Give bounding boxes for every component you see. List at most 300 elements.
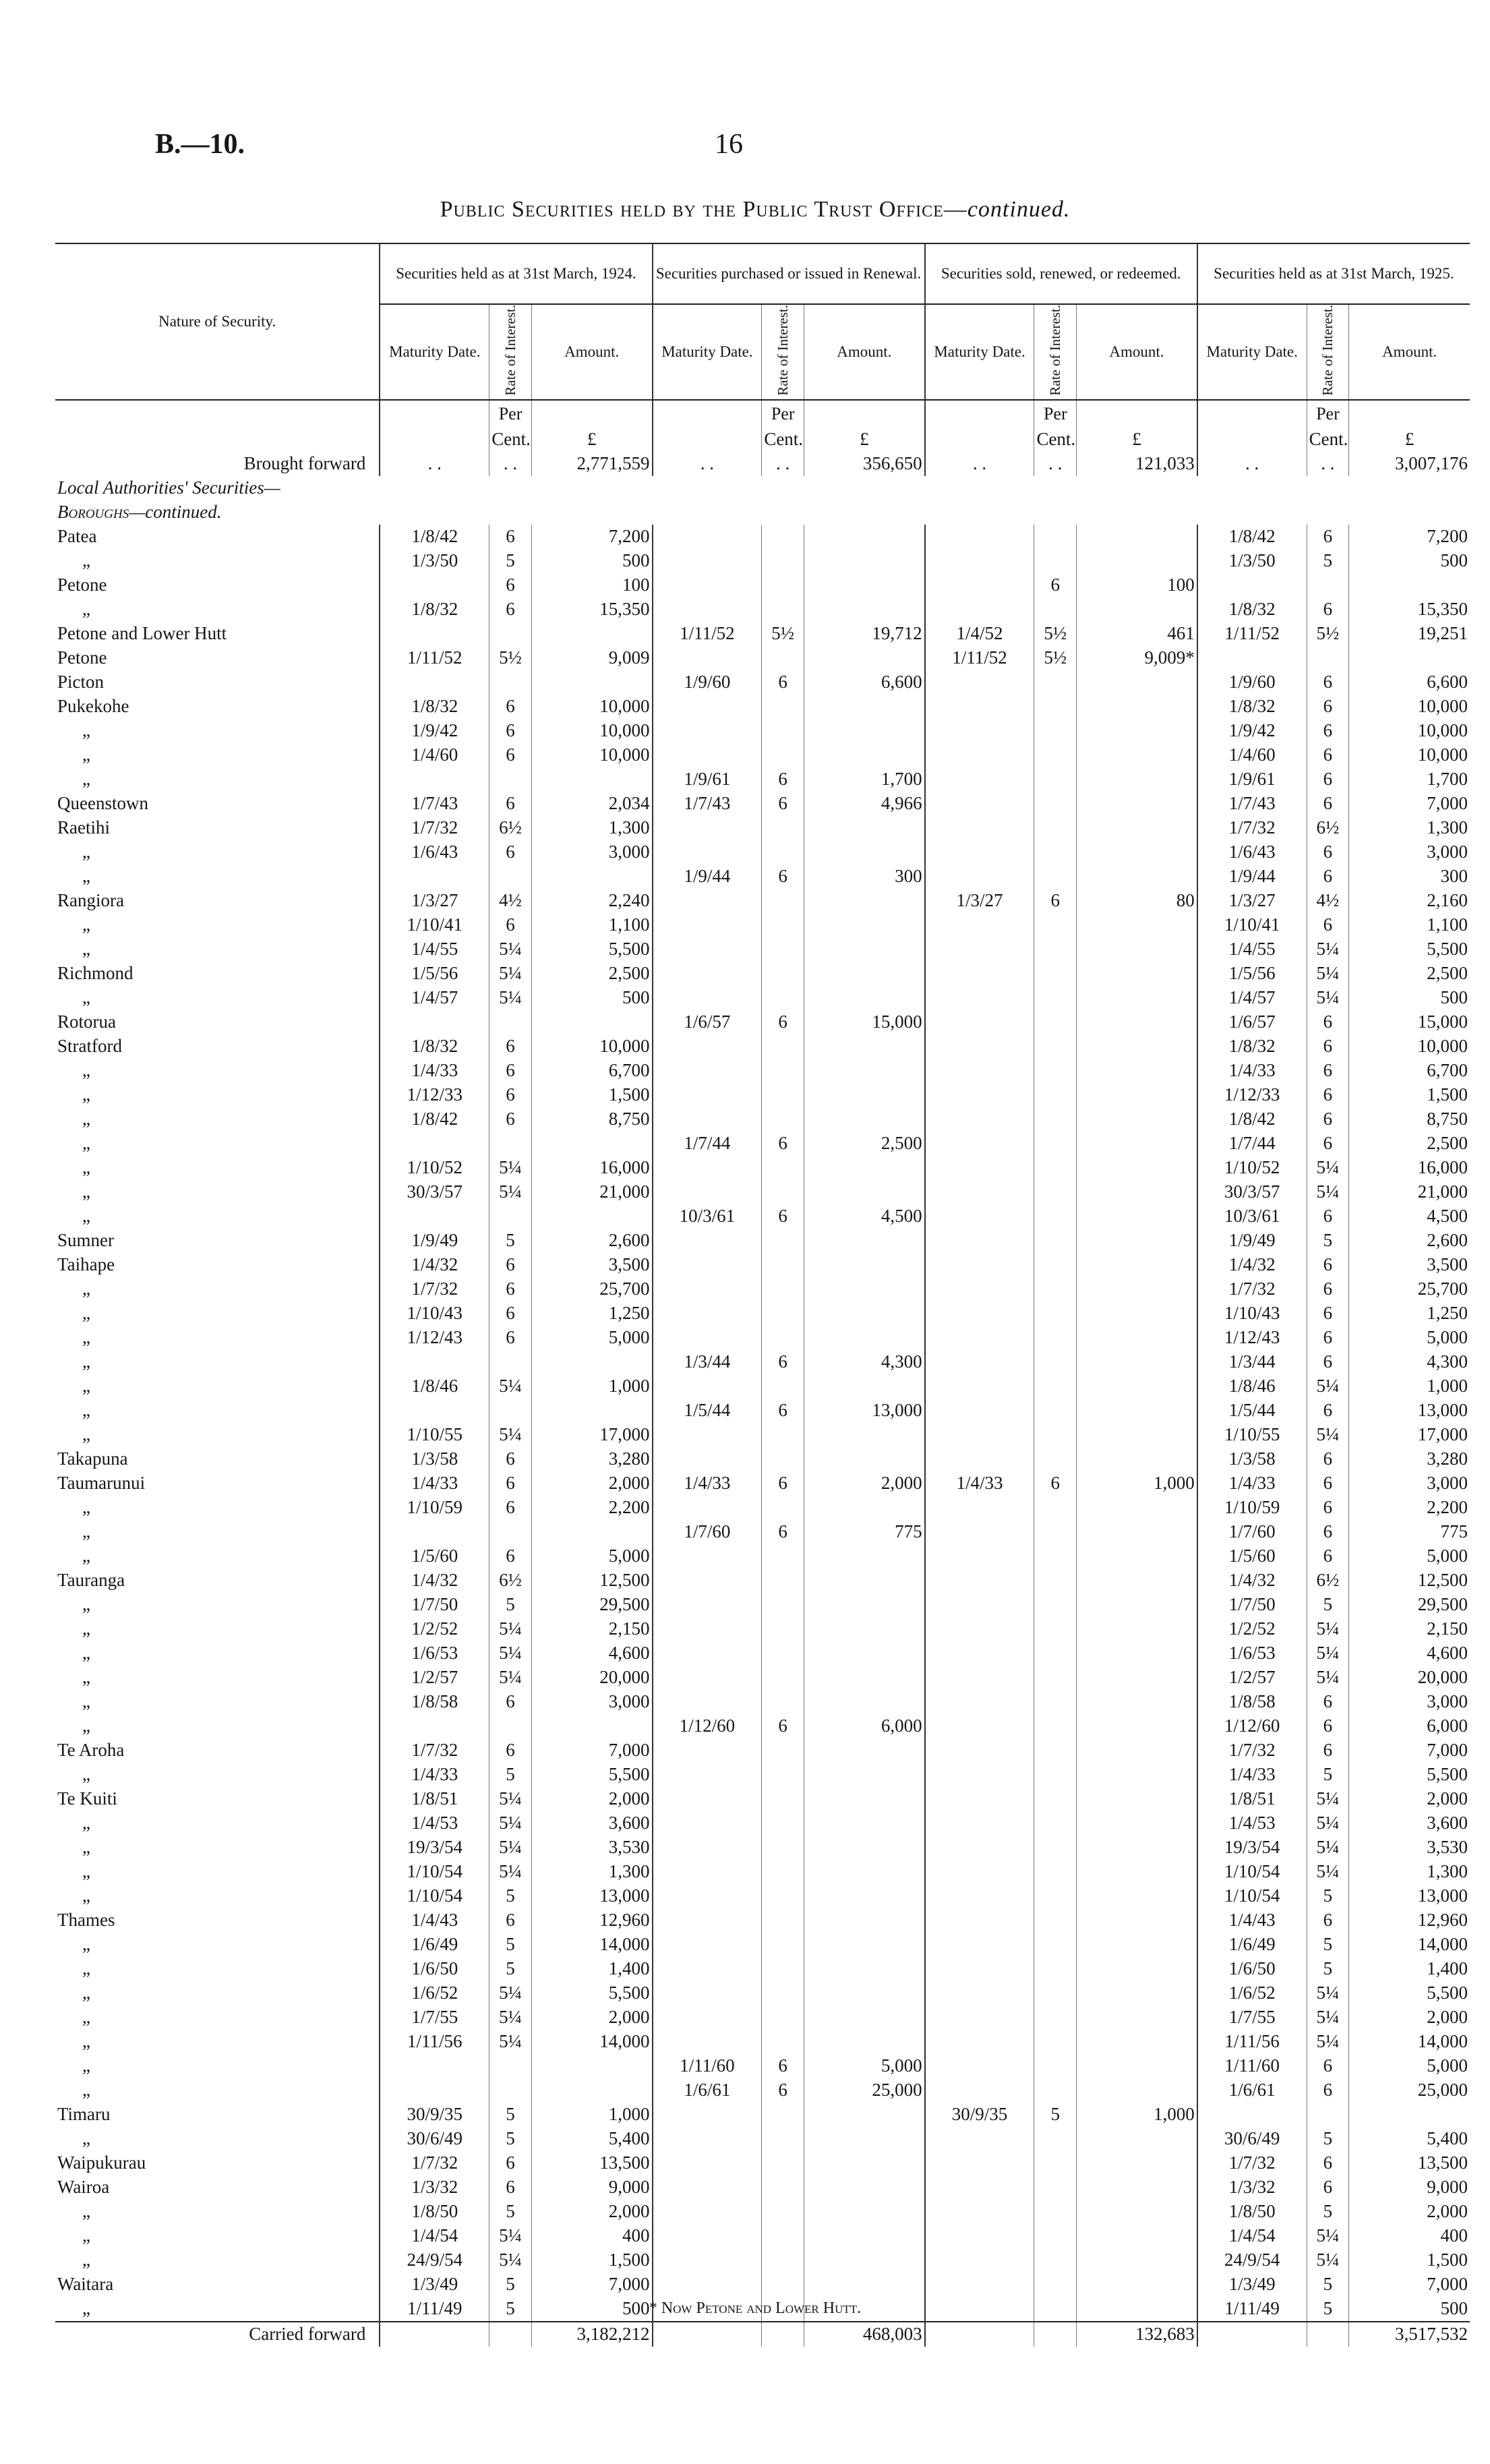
maturity-date-cell: 1/11/52 [380, 646, 489, 670]
maturity-date-cell: 1/9/49 [380, 1229, 489, 1253]
maturity-date-cell [653, 1447, 762, 1471]
rate-cell [1034, 816, 1077, 840]
rate-cell [762, 1884, 804, 1908]
rate-cell: 6 [1034, 889, 1077, 913]
amount-header: Amount. [1349, 304, 1470, 400]
maturity-date-cell [925, 1836, 1034, 1860]
subsection-suffix: continued. [145, 502, 222, 523]
maturity-date-cell [925, 1738, 1034, 1763]
maturity-date-cell [653, 913, 762, 937]
amount-cell [1077, 1132, 1197, 1156]
nature-cell: Timaru [57, 2104, 111, 2125]
maturity-date-cell: 30/9/35 [925, 2103, 1034, 2127]
amount-cell [1077, 1423, 1197, 1447]
amount-cell: 19,251 [1349, 622, 1470, 646]
rate-cell [762, 1253, 804, 1277]
maturity-date-cell: 1/7/43 [1197, 792, 1307, 816]
rate-cell [1034, 719, 1077, 743]
maturity-date-header: Maturity Date. [653, 304, 762, 400]
amount-cell: 20,000 [1349, 1666, 1470, 1690]
rate-cell: 6 [1307, 1010, 1349, 1034]
maturity-date-cell: 1/6/53 [1197, 1641, 1307, 1666]
maturity-date-cell [925, 913, 1034, 937]
maturity-date-cell [925, 1811, 1034, 1836]
maturity-date-cell: 1/4/32 [380, 1568, 489, 1593]
amount-cell: 10,000 [531, 743, 652, 767]
amount-cell [804, 1690, 925, 1714]
amount-cell: 2,160 [1349, 889, 1470, 913]
rate-cell [1034, 525, 1077, 549]
rate-cell [762, 1326, 804, 1350]
rate-cell: 5¼ [1307, 2030, 1349, 2054]
amount-cell: 25,000 [804, 2078, 925, 2103]
nature-cell: Te Aroha [57, 1740, 125, 1761]
amount-cell [531, 2078, 652, 2103]
amount-cell: 15,000 [1349, 1010, 1470, 1034]
amount-cell [1077, 743, 1197, 767]
amount-cell [804, 646, 925, 670]
rate-cell: 6 [489, 1107, 532, 1132]
rate-cell [1034, 1399, 1077, 1423]
maturity-date-cell [925, 1496, 1034, 1520]
rate-cell [762, 1083, 804, 1107]
rate-cell [762, 1059, 804, 1083]
maturity-date-cell [653, 2151, 762, 2175]
rate-cell [1034, 1132, 1077, 1156]
amount-cell [531, 1010, 652, 1034]
maturity-date-cell: 1/4/33 [380, 1059, 489, 1083]
amount-cell [1077, 1399, 1197, 1423]
rate-cell: 6 [1307, 913, 1349, 937]
rate-cell [762, 1738, 804, 1763]
rate-cell: 6 [489, 1690, 532, 1714]
rate-cell [762, 1690, 804, 1714]
amount-cell [1349, 646, 1470, 670]
maturity-date-cell [653, 1156, 762, 1180]
nature-cell: Waipukurau [57, 2152, 146, 2173]
maturity-date-cell [653, 1738, 762, 1763]
amount-cell [804, 1933, 925, 1957]
table-row [55, 1690, 1470, 1714]
amount-header: Amount. [1077, 304, 1197, 400]
nature-cell: Sumner [57, 1230, 114, 1251]
maturity-date-cell: 1/4/60 [1197, 743, 1307, 767]
maturity-date-cell: 1/6/50 [1197, 1957, 1307, 1981]
rate-cell: 6 [489, 1544, 532, 1568]
table-row [55, 937, 1470, 962]
amount-cell [804, 1641, 925, 1666]
rate-cell: 5¼ [1307, 962, 1349, 986]
amount-header: Amount. [804, 304, 925, 400]
maturity-date-cell [925, 1107, 1034, 1132]
nature-cell: „ [82, 550, 90, 571]
rate-cell: 6 [489, 1908, 532, 1933]
rate-cell: 6 [762, 2054, 804, 2078]
rate-header [1307, 304, 1349, 400]
maturity-date-cell: 30/6/49 [380, 2127, 489, 2151]
rate-cell [1034, 1884, 1077, 1908]
amount-cell [804, 1423, 925, 1447]
rate-cell [1034, 2272, 1077, 2297]
rate-cell: 6 [489, 913, 532, 937]
maturity-date-cell [925, 1957, 1034, 1981]
rate-cell: 5¼ [489, 1981, 532, 2005]
amount-cell [804, 2272, 925, 2297]
rate-cell: 5 [1307, 2127, 1349, 2151]
nature-cell: Waitara [57, 2274, 114, 2295]
amount-cell: 4,600 [531, 1641, 652, 1666]
amount-cell: 1,300 [531, 816, 652, 840]
maturity-date-cell: 1/8/32 [380, 597, 489, 622]
maturity-date-cell: 10/3/61 [1197, 1204, 1307, 1229]
unit-row-cent [55, 428, 1470, 452]
rate-cell: 6 [762, 2078, 804, 2103]
dots: . . [1197, 452, 1307, 476]
unit-per: Per [1307, 400, 1349, 428]
amount-cell: 29,500 [1349, 1593, 1470, 1617]
maturity-date-cell [653, 1034, 762, 1059]
table-row [55, 1350, 1470, 1374]
amount-cell: 21,000 [531, 1180, 652, 1204]
maturity-date-cell [653, 1374, 762, 1399]
rate-cell: 6 [1307, 597, 1349, 622]
amount-cell [804, 889, 925, 913]
maturity-date-cell [653, 1423, 762, 1447]
table-row [55, 2224, 1470, 2248]
table-row [55, 1593, 1470, 1617]
table-row [55, 1423, 1470, 1447]
rate-cell [1034, 937, 1077, 962]
amount-cell: 3,500 [1349, 1253, 1470, 1277]
rate-cell [489, 1520, 532, 1544]
maturity-date-cell [653, 1083, 762, 1107]
maturity-date-cell [653, 1666, 762, 1690]
maturity-date-cell [925, 2248, 1034, 2272]
amount-cell [804, 2005, 925, 2030]
rate-cell: 6 [1307, 1034, 1349, 1059]
maturity-date-cell: 1/8/51 [380, 1787, 489, 1811]
table-row [55, 1204, 1470, 1229]
amount-cell [804, 549, 925, 573]
table-row [55, 2175, 1470, 2200]
amount-cell: 9,009 [531, 646, 652, 670]
rate-cell: 6 [1307, 792, 1349, 816]
amount-cell [1077, 1083, 1197, 1107]
amount-cell [804, 2030, 925, 2054]
group-header-held-1925: Securities held as at 31st March, 1925. [1197, 243, 1470, 304]
table-row [55, 622, 1470, 646]
rate-cell [762, 986, 804, 1010]
rate-cell: 5 [489, 2272, 532, 2297]
rate-cell: 5¼ [1307, 2005, 1349, 2030]
rate-cell: 6 [762, 1204, 804, 1229]
rate-cell: 5¼ [489, 2224, 532, 2248]
maturity-date-cell: 1/6/61 [1197, 2078, 1307, 2103]
table-row [55, 1811, 1470, 1836]
nature-cell: Queenstown [57, 793, 148, 814]
rate-cell [489, 1350, 532, 1374]
nature-cell: Te Kuiti [57, 1788, 117, 1809]
rate-cell: 6 [1307, 1132, 1349, 1156]
maturity-date-cell [925, 670, 1034, 695]
nature-cell: „ [82, 1764, 90, 1785]
maturity-date-cell: 1/2/52 [1197, 1617, 1307, 1641]
amount-cell: 2,000 [531, 2200, 652, 2224]
maturity-date-cell: 1/3/49 [380, 2272, 489, 2297]
maturity-date-cell: 1/6/49 [1197, 1933, 1307, 1957]
rate-cell [762, 2103, 804, 2127]
maturity-date-cell [653, 2103, 762, 2127]
page-title [155, 197, 1355, 223]
amount-cell [1077, 962, 1197, 986]
rate-cell: 6 [762, 1132, 804, 1156]
rate-cell [1034, 743, 1077, 767]
amount-cell [804, 1957, 925, 1981]
maturity-date-cell: 1/8/58 [380, 1690, 489, 1714]
maturity-date-cell [653, 1811, 762, 1836]
amount-cell [1077, 549, 1197, 573]
table-row [55, 913, 1470, 937]
rate-cell [1034, 1156, 1077, 1180]
amount-cell [1077, 1738, 1197, 1763]
nature-cell: „ [82, 1181, 90, 1202]
maturity-date-cell: 1/7/32 [1197, 816, 1307, 840]
rate-cell [489, 864, 532, 889]
rate-cell [1034, 695, 1077, 719]
maturity-date-cell [925, 525, 1034, 549]
amount-cell [804, 1496, 925, 1520]
amount-cell: 1,500 [1349, 2248, 1470, 2272]
amount-cell [804, 1666, 925, 1690]
amount-cell: 1,500 [531, 1083, 652, 1107]
rate-cell: 6 [1307, 1544, 1349, 1568]
maturity-date-cell: 1/6/43 [380, 840, 489, 864]
amount-cell: 17,000 [531, 1423, 652, 1447]
table-row [55, 2103, 1470, 2127]
maturity-date-cell [925, 1423, 1034, 1447]
maturity-date-cell: 1/9/42 [380, 719, 489, 743]
table-row [55, 986, 1470, 1010]
maturity-date-cell [380, 1714, 489, 1738]
amount-cell [1349, 573, 1470, 597]
amount-cell [804, 1787, 925, 1811]
nature-cell: „ [82, 914, 90, 935]
rate-cell [1034, 840, 1077, 864]
rate-cell [1034, 2224, 1077, 2248]
amount-cell: 1,250 [1349, 1301, 1470, 1326]
rate-cell [1034, 2054, 1077, 2078]
dots: . . [380, 452, 489, 476]
nature-cell: Tauranga [57, 1570, 125, 1591]
maturity-date-cell: 1/4/33 [925, 1471, 1034, 1496]
rate-cell [489, 1010, 532, 1034]
table-row [55, 1714, 1470, 1738]
nature-cell: Picton [57, 672, 105, 693]
amount-cell: 1,000 [1077, 2103, 1197, 2127]
amount-cell: 21,000 [1349, 1180, 1470, 1204]
maturity-date-cell [925, 1908, 1034, 1933]
amount-cell: 1,100 [531, 913, 652, 937]
rate-cell [1034, 1568, 1077, 1593]
maturity-date-cell: 1/12/60 [653, 1714, 762, 1738]
rate-cell [762, 2272, 804, 2297]
maturity-date-cell: 1/12/43 [1197, 1326, 1307, 1350]
title-main: Public Securities held by the Public Trust Office— [440, 197, 967, 222]
maturity-date-header: Maturity Date. [380, 304, 489, 400]
rate-cell: 6 [1307, 2151, 1349, 2175]
rate-cell [762, 2224, 804, 2248]
maturity-date-cell: 30/9/35 [380, 2103, 489, 2127]
maturity-date-cell: 1/7/32 [1197, 1277, 1307, 1301]
amount-cell: 2,600 [531, 1229, 652, 1253]
maturity-date-cell: 1/7/32 [380, 2151, 489, 2175]
rate-cell: 5 [489, 2103, 532, 2127]
maturity-date-cell: 1/3/50 [380, 549, 489, 573]
rate-cell: 5¼ [1307, 986, 1349, 1010]
amount-cell [1077, 1544, 1197, 1568]
rate-cell [762, 2248, 804, 2272]
amount-cell: 1,000 [531, 2103, 652, 2127]
amount-cell: 100 [1077, 573, 1197, 597]
nature-cell: Taihape [57, 1254, 115, 1275]
maturity-date-cell [653, 1059, 762, 1083]
rate-cell: 5½ [1034, 646, 1077, 670]
maturity-date-cell [925, 1933, 1034, 1957]
rate-cell [762, 597, 804, 622]
maturity-date-cell: 1/9/44 [1197, 864, 1307, 889]
maturity-date-header: Maturity Date. [1197, 304, 1307, 400]
maturity-date-cell [653, 2200, 762, 2224]
maturity-date-cell [653, 1617, 762, 1641]
amount-cell: 1,000 [531, 1374, 652, 1399]
unit-cent: Cent. [762, 428, 804, 452]
rate-cell: 5 [1034, 2103, 1077, 2127]
maturity-date-cell: 1/10/54 [1197, 1860, 1307, 1884]
rate-cell: 6 [762, 864, 804, 889]
amount-cell: 5,400 [531, 2127, 652, 2151]
table-row [55, 1471, 1470, 1496]
dots: . . [653, 452, 762, 476]
group-header-sold: Securities sold, renewed, or redeemed. [925, 243, 1197, 304]
maturity-date-cell [925, 1520, 1034, 1544]
rate-cell [1034, 1933, 1077, 1957]
maturity-date-cell: 1/10/52 [380, 1156, 489, 1180]
nature-cell: „ [82, 1934, 90, 1955]
amount-cell [1077, 1811, 1197, 1836]
amount-cell [804, 840, 925, 864]
maturity-date-cell: 1/11/52 [925, 646, 1034, 670]
amount-cell [1077, 2078, 1197, 2103]
dots: . . [1307, 452, 1349, 476]
amount-cell: 6,000 [804, 1714, 925, 1738]
amount-cell: 2,000 [1349, 2200, 1470, 2224]
rate-cell: 5¼ [1307, 1836, 1349, 1860]
rate-cell: 5 [1307, 2272, 1349, 2297]
rate-cell: 5 [1307, 2297, 1349, 2322]
amount-cell: 5,000 [1349, 2054, 1470, 2078]
dots: . . [762, 452, 804, 476]
amount-cell: 16,000 [1349, 1156, 1470, 1180]
maturity-date-cell: 1/2/52 [380, 1617, 489, 1641]
table-row [55, 1447, 1470, 1471]
table-row [55, 2248, 1470, 2272]
table-row [55, 1253, 1470, 1277]
amount-cell [1077, 1593, 1197, 1617]
rate-cell [1034, 1957, 1077, 1981]
table-row [55, 1229, 1470, 1253]
rate-cell [489, 1132, 532, 1156]
maturity-date-cell: 1/8/32 [1197, 695, 1307, 719]
rate-cell: 6 [1307, 2078, 1349, 2103]
rate-cell: 6½ [1307, 1568, 1349, 1593]
maturity-date-cell: 1/3/58 [1197, 1447, 1307, 1471]
nature-cell: „ [82, 1327, 90, 1348]
amount-cell: 8,750 [1349, 1107, 1470, 1132]
amount-cell: 14,000 [1349, 1933, 1470, 1957]
amount-cell: 300 [804, 864, 925, 889]
rate-cell: 6 [489, 1083, 532, 1107]
maturity-date-cell [653, 1860, 762, 1884]
amount-cell: 4,600 [1349, 1641, 1470, 1666]
amount-cell: 400 [531, 2224, 652, 2248]
maturity-date-cell: 1/4/33 [380, 1763, 489, 1787]
amount-cell [1077, 2200, 1197, 2224]
maturity-date-cell: 1/7/50 [1197, 1593, 1307, 1617]
amount-cell [804, 2103, 925, 2127]
rate-cell [762, 1423, 804, 1447]
rate-cell [1034, 1326, 1077, 1350]
maturity-date-cell: 1/5/56 [1197, 962, 1307, 986]
amount-cell: 10,000 [531, 695, 652, 719]
rate-cell: 5 [489, 549, 532, 573]
table-row [55, 743, 1470, 767]
rate-cell: 6 [1307, 1350, 1349, 1374]
maturity-date-cell: 30/3/57 [1197, 1180, 1307, 1204]
amount-cell [804, 1884, 925, 1908]
maturity-date-cell: 1/7/43 [380, 792, 489, 816]
amount-cell [531, 1520, 652, 1544]
amount-cell [531, 1350, 652, 1374]
amount-cell [1077, 1301, 1197, 1326]
maturity-date-cell: 1/7/43 [653, 792, 762, 816]
maturity-date-cell: 1/10/43 [1197, 1301, 1307, 1326]
maturity-date-cell: 1/7/60 [1197, 1520, 1307, 1544]
amount-cell: 3,000 [1349, 1690, 1470, 1714]
amount-cell [804, 1277, 925, 1301]
rate-cell [762, 1180, 804, 1204]
brought-forward-label: Brought forward [243, 453, 366, 474]
amount-cell: 3,280 [1349, 1447, 1470, 1471]
amount-cell [1077, 767, 1197, 792]
rate-cell: 6 [762, 1010, 804, 1034]
rate-cell: 6 [489, 597, 532, 622]
rate-cell: 5½ [1307, 622, 1349, 646]
nature-cell: „ [82, 1400, 90, 1421]
amount-cell: 5,500 [531, 1763, 652, 1787]
rate-cell [489, 767, 532, 792]
rate-cell [1034, 1520, 1077, 1544]
maturity-date-cell [925, 1641, 1034, 1666]
rate-cell: 6 [1307, 1714, 1349, 1738]
amount-cell: 5,400 [1349, 2127, 1470, 2151]
amount-cell [531, 1399, 652, 1423]
amount-cell [1077, 525, 1197, 549]
amount-cell [1077, 2151, 1197, 2175]
amount-cell: 19,712 [804, 622, 925, 646]
table-row [55, 1301, 1470, 1326]
maturity-date-cell: 1/7/32 [380, 1738, 489, 1763]
rate-cell: 6 [489, 695, 532, 719]
